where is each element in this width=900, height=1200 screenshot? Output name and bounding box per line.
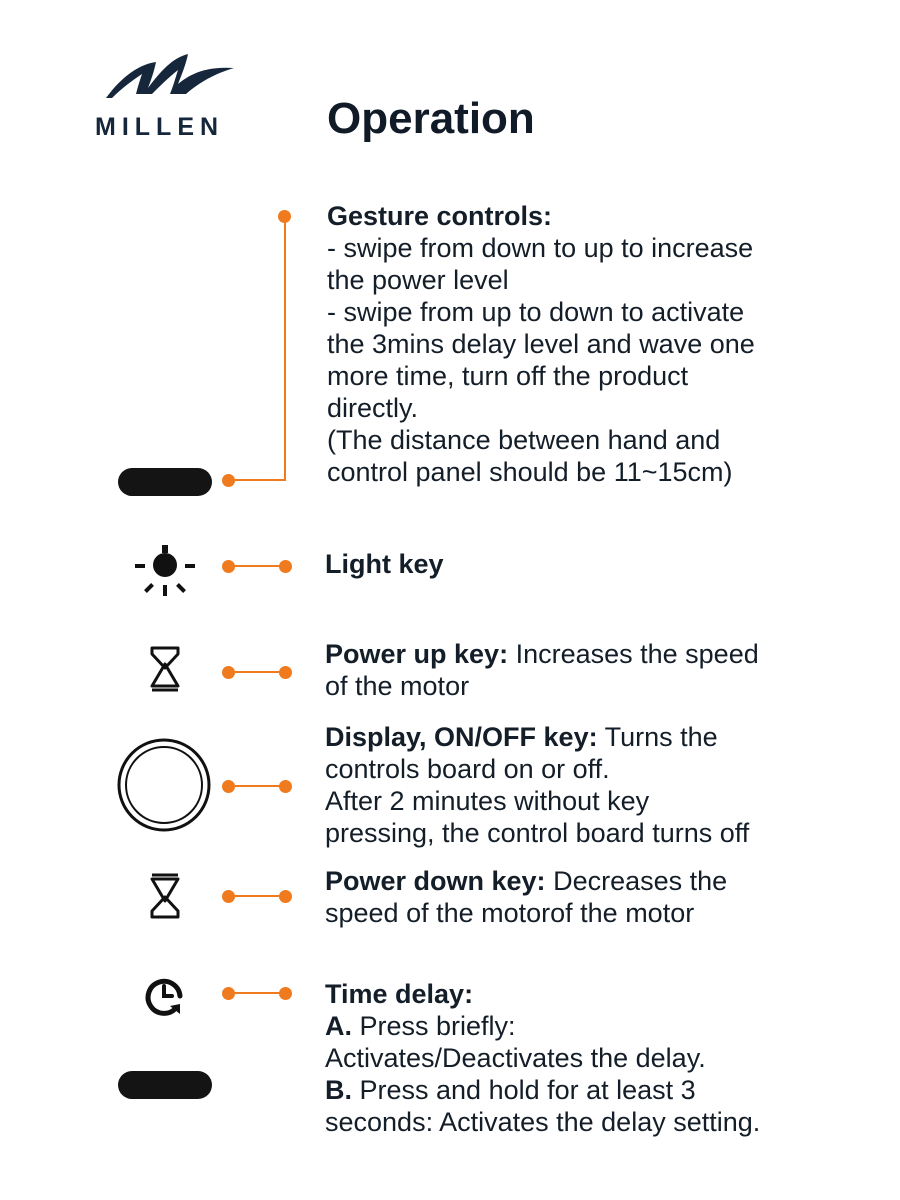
description-line: speed of the motorof the motor — [325, 898, 695, 928]
time-delay-heading: Time delay: — [325, 979, 474, 1009]
sensor-pill-icon[interactable] — [118, 468, 212, 496]
connector-line — [228, 992, 286, 994]
light-bulb-icon[interactable] — [133, 543, 197, 599]
option-b-text: Press and hold for at least 3 — [352, 1075, 696, 1105]
connector-dot — [279, 780, 292, 793]
description-line: After 2 minutes without key — [325, 786, 650, 816]
connector-line — [228, 671, 286, 673]
light-key-description — [325, 548, 865, 580]
description-line: the 3mins delay level and wave one — [327, 329, 755, 359]
description-line: - swipe from up to down to activate — [327, 297, 745, 327]
time-delay-description — [325, 978, 865, 1138]
brand-name: MILLEN — [95, 113, 225, 141]
power-up-description — [325, 638, 865, 702]
gesture-controls-heading: Gesture controls: — [327, 201, 553, 231]
display-on-off-description — [325, 721, 865, 849]
connector-line — [228, 785, 286, 787]
time-delay-clock-icon[interactable] — [140, 974, 188, 1020]
description-line: of the motor — [325, 671, 470, 701]
display-on-off-circle-icon[interactable] — [116, 737, 212, 833]
description-line: the power level — [327, 265, 509, 295]
connector-line — [228, 479, 286, 481]
connector-line — [228, 895, 286, 897]
description-line: controls board on or off. — [325, 754, 610, 784]
option-b-label: B. — [325, 1075, 352, 1105]
description-text: Decreases the — [545, 866, 728, 896]
connector-dot — [279, 890, 292, 903]
option-b-line: seconds: Activates the delay setting. — [325, 1107, 761, 1137]
power-up-heading: Power up key: — [325, 639, 509, 669]
light-key-heading: Light key — [325, 549, 444, 579]
description-text: Turns the — [597, 722, 718, 752]
description-line: - swipe from down to up to increase — [327, 233, 754, 263]
power-down-heading: Power down key: — [325, 866, 546, 896]
description-text: Increases the speed — [508, 639, 759, 669]
connector-line — [228, 565, 286, 567]
gesture-controls-description — [327, 200, 867, 488]
connector-line — [284, 216, 286, 481]
description-line: more time, turn off the product — [327, 361, 689, 391]
time-delay-pill-icon[interactable] — [118, 1071, 212, 1099]
description-line: pressing, the control board turns off — [325, 818, 750, 848]
page-title: Operation — [327, 94, 535, 143]
display-on-off-heading: Display, ON/OFF key: — [325, 722, 598, 752]
option-a-text: Press briefly: — [352, 1011, 516, 1041]
description-line: control panel should be 11~15cm) — [327, 457, 733, 487]
power-up-icon[interactable] — [148, 644, 182, 696]
description-line: directly. — [327, 393, 419, 423]
millen-logo-mark-icon — [104, 50, 236, 100]
power-down-description — [325, 865, 865, 929]
connector-dot — [279, 987, 292, 1000]
connector-dot — [278, 210, 291, 223]
option-a-line: Activates/Deactivates the delay. — [325, 1043, 706, 1073]
description-line: (The distance between hand and — [327, 425, 721, 455]
connector-dot — [279, 666, 292, 679]
option-a-label: A. — [325, 1011, 352, 1041]
power-down-icon[interactable] — [148, 869, 182, 921]
connector-dot — [279, 560, 292, 573]
